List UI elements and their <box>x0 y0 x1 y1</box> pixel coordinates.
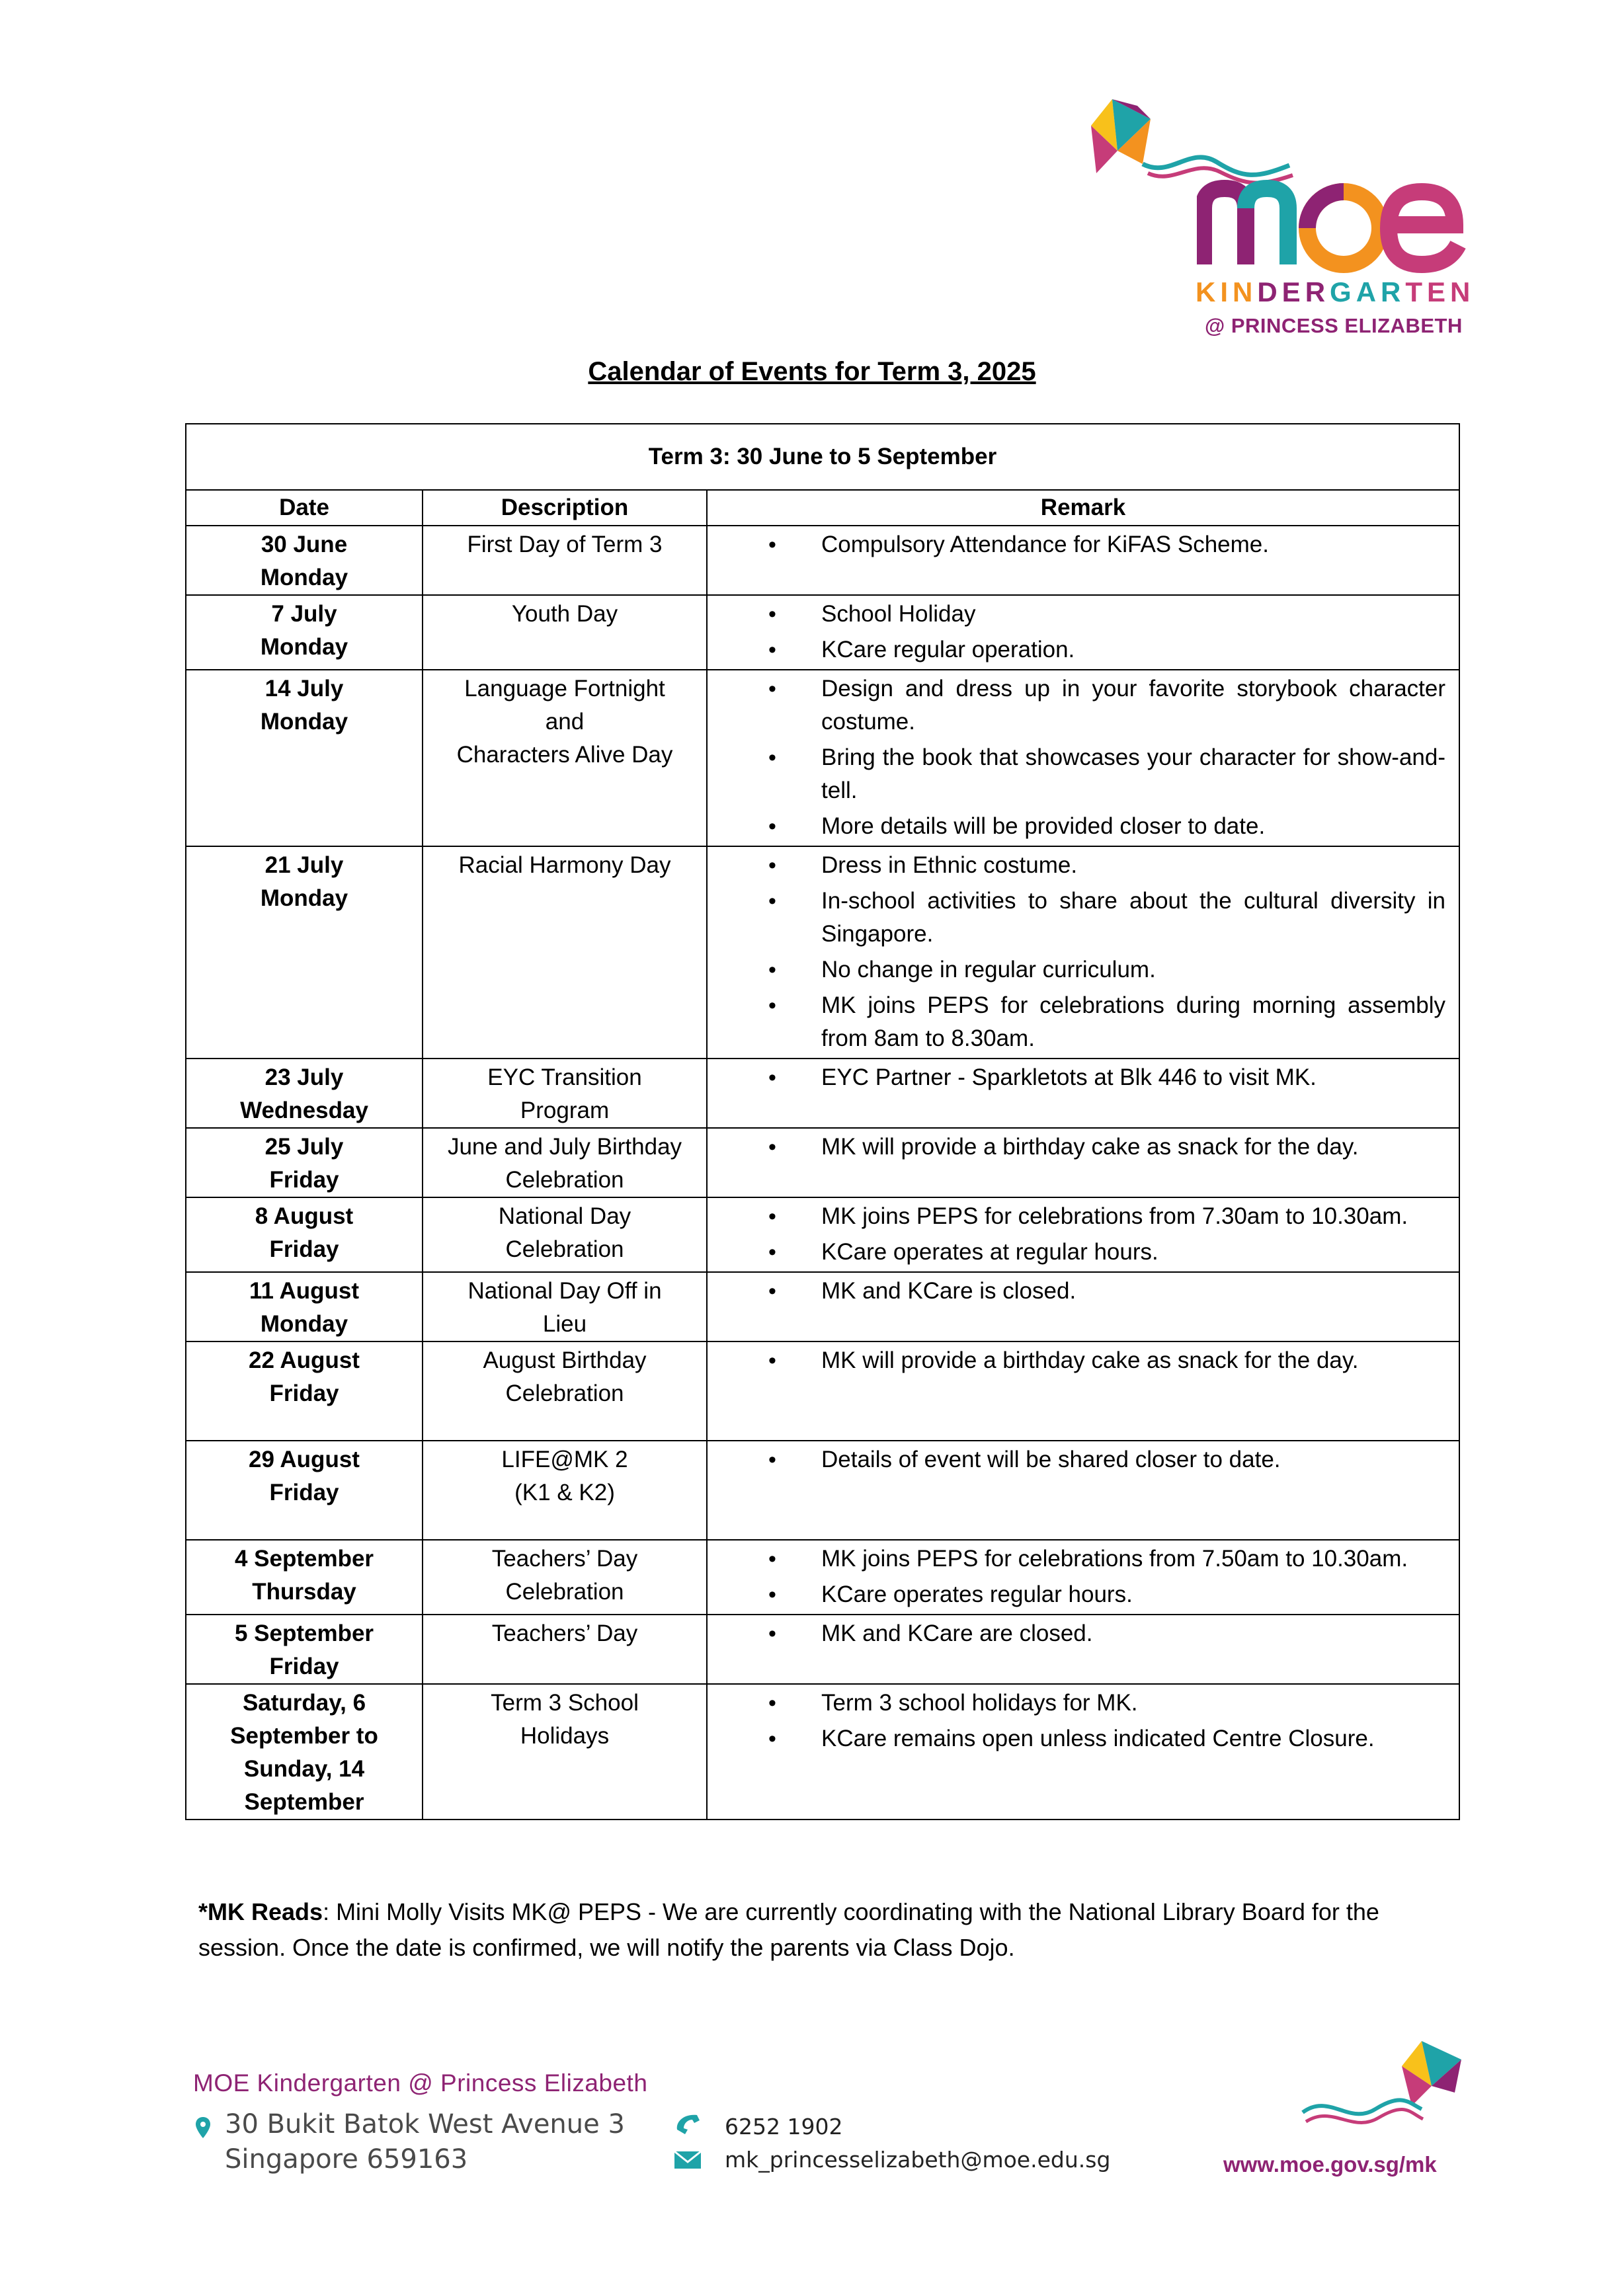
date-line: Wednesday <box>240 1098 368 1123</box>
remark-item: • No change in regular curriculum. <box>708 953 1445 986</box>
description-line: LIFE@MK 2 <box>501 1447 628 1472</box>
table-row <box>186 1615 1459 1684</box>
description-cell <box>423 595 707 670</box>
remark-list <box>708 672 1445 843</box>
description-line: National Day <box>498 1203 631 1229</box>
date-line: 5 September <box>234 1621 374 1646</box>
remark-item: • Term 3 school holidays for MK. <box>708 1687 1445 1720</box>
description-line: Language Fortnight <box>464 676 665 701</box>
remark-list <box>708 598 1445 666</box>
remark-list <box>708 1542 1445 1611</box>
remark-cell <box>707 1684 1459 1820</box>
footer-address-line1: 30 Bukit Batok West Avenue 3 <box>225 2109 625 2140</box>
description-line: Teachers’ Day <box>491 1621 638 1646</box>
date-line: Thursday <box>252 1579 356 1605</box>
date-line: 8 August <box>255 1203 354 1229</box>
moe-wordmark-icon <box>1197 172 1468 284</box>
mail-icon <box>674 2150 701 2170</box>
description-cell <box>423 1341 707 1441</box>
remark-cell <box>707 670 1459 846</box>
remark-cell <box>707 1615 1459 1684</box>
table-row <box>186 846 1459 1059</box>
date-line: Monday <box>260 709 348 735</box>
location-pin-icon <box>196 2117 210 2138</box>
column-header-row <box>186 490 1459 526</box>
date-line: September <box>244 1789 364 1815</box>
remark-list <box>708 1200 1445 1269</box>
remark-item: • Compulsory Attendance for KiFAS Scheme. <box>708 528 1445 561</box>
date-line: Friday <box>269 1654 339 1679</box>
footer-kite-icon <box>1296 2040 1468 2139</box>
note-label: *MK Reads <box>198 1898 323 1925</box>
date-line: Monday <box>260 634 348 660</box>
date-line: Friday <box>269 1381 339 1406</box>
date-line: September to <box>230 1723 378 1749</box>
remark-cell <box>707 1128 1459 1197</box>
table-row <box>186 670 1459 846</box>
description-cell <box>423 1272 707 1341</box>
remark-list <box>708 1275 1445 1308</box>
remark-cell <box>707 846 1459 1059</box>
remark-list <box>708 1617 1445 1650</box>
remark-list <box>708 1131 1445 1164</box>
date-line: 25 July <box>264 1134 344 1160</box>
description-line: Lieu <box>542 1311 587 1337</box>
table-row <box>186 1197 1459 1272</box>
note-text: : Mini Molly Visits MK@ PEPS - We are currently coordinating with the National Library Board for the session. Once the date is confirmed, we will notify the parents via Class Dojo. <box>198 1898 1379 1961</box>
moe-kindergarten-logo <box>1091 99 1475 344</box>
table-row <box>186 1341 1459 1441</box>
remark-item: • MK and KCare is closed. <box>708 1275 1445 1308</box>
logo-subtitle: @ PRINCESS ELIZABETH <box>1205 314 1463 337</box>
description-line: Characters Alive Day <box>456 742 673 768</box>
date-line: Monday <box>260 1311 348 1337</box>
date-cell <box>186 1441 423 1540</box>
date-line: 4 September <box>234 1546 374 1572</box>
remark-cell <box>707 1272 1459 1341</box>
description-cell <box>423 1059 707 1128</box>
date-line: 29 August <box>249 1447 360 1472</box>
description-line: Holidays <box>520 1723 610 1749</box>
remark-list <box>708 1061 1445 1094</box>
remark-item: • Design and dress up in your favorite storybook character costume. <box>708 672 1445 739</box>
remark-item: • School Holiday <box>708 598 1445 631</box>
description-line: Celebration <box>505 1167 624 1193</box>
description-cell <box>423 1441 707 1540</box>
description-line: First Day of Term 3 <box>467 532 663 557</box>
description-line: Teachers’ Day <box>491 1546 638 1572</box>
date-cell <box>186 1128 423 1197</box>
remark-item: • Bring the book that showcases your character for show-and-tell. <box>708 741 1445 807</box>
description-cell <box>423 1684 707 1820</box>
table-row <box>186 1272 1459 1341</box>
remark-list <box>708 1687 1445 1755</box>
remark-list <box>708 849 1445 1055</box>
date-line: Friday <box>269 1236 339 1262</box>
footer-school-name: MOE Kindergarten @ Princess Elizabeth <box>193 2069 648 2097</box>
date-cell <box>186 1197 423 1272</box>
remark-cell <box>707 1197 1459 1272</box>
remark-item: • KCare regular operation. <box>708 633 1445 666</box>
term-header: Term 3: 30 June to 5 September <box>186 424 1459 490</box>
remark-item: • MK joins PEPS for celebrations during morning assembly from 8am to 8.30am. <box>708 989 1445 1055</box>
description-line: June and July Birthday <box>447 1134 682 1160</box>
date-cell <box>186 1540 423 1615</box>
date-line: Monday <box>260 565 348 590</box>
date-cell <box>186 595 423 670</box>
description-line: August Birthday <box>483 1347 647 1373</box>
remark-item: • Details of event will be shared closer to date. <box>708 1443 1445 1476</box>
term-header-row <box>186 424 1459 490</box>
date-cell <box>186 1341 423 1441</box>
description-line: Celebration <box>505 1236 624 1262</box>
description-line: Term 3 School <box>491 1690 639 1716</box>
remark-list <box>708 528 1445 561</box>
table-row <box>186 1441 1459 1540</box>
date-line: 11 August <box>249 1278 359 1304</box>
table-row <box>186 1059 1459 1128</box>
remark-item: • MK will provide a birthday cake as snack for the day. <box>708 1131 1445 1164</box>
remark-item: • In-school activities to share about the cultural diversity in Singapore. <box>708 885 1445 951</box>
date-line: 14 July <box>264 676 344 701</box>
remark-item: • MK and KCare are closed. <box>708 1617 1445 1650</box>
remark-item: • MK joins PEPS for celebrations from 7.50am to 10.30am. <box>708 1542 1445 1576</box>
description-cell <box>423 670 707 846</box>
remark-item: • KCare remains open unless indicated Centre Closure. <box>708 1722 1445 1755</box>
description-line: EYC Transition <box>487 1064 642 1090</box>
remark-cell <box>707 1059 1459 1128</box>
column-header-description: Description <box>423 490 707 526</box>
date-line: Sunday, 14 <box>243 1756 365 1782</box>
description-cell <box>423 1128 707 1197</box>
remark-item: • KCare operates regular hours. <box>708 1578 1445 1611</box>
mk-reads-note <box>198 1894 1441 1966</box>
table-row <box>186 1540 1459 1615</box>
events-body <box>186 526 1459 1820</box>
date-cell <box>186 1059 423 1128</box>
phone-icon <box>674 2112 704 2135</box>
remark-item: • MK will provide a birthday cake as snack for the day. <box>708 1344 1445 1377</box>
footer-website-link[interactable]: www.moe.gov.sg/mk <box>1223 2152 1437 2177</box>
date-cell <box>186 1272 423 1341</box>
date-line: Friday <box>269 1480 339 1505</box>
date-line: Monday <box>260 885 348 911</box>
remark-item: • EYC Partner - Sparkletots at Blk 446 to visit MK. <box>708 1061 1445 1094</box>
date-cell <box>186 526 423 595</box>
remark-cell <box>707 526 1459 595</box>
description-line: (K1 & K2) <box>514 1480 615 1505</box>
footer-phone: 6252 1902 <box>725 2114 843 2140</box>
description-line: Youth Day <box>511 601 618 627</box>
remark-cell <box>707 595 1459 670</box>
table-row <box>186 1128 1459 1197</box>
date-line: 7 July <box>271 601 337 627</box>
date-cell <box>186 1684 423 1820</box>
page-title: Calendar of Events for Term 3, 2025 <box>588 357 1036 386</box>
date-cell <box>186 846 423 1059</box>
footer-address-line2: Singapore 659163 <box>225 2144 468 2175</box>
remark-item: • Dress in Ethnic costume. <box>708 849 1445 882</box>
column-header-remark: Remark <box>707 490 1459 526</box>
footer-email[interactable]: mk_princesselizabeth@moe.edu.sg <box>725 2147 1111 2173</box>
column-header-date: Date <box>186 490 423 526</box>
table-row <box>186 595 1459 670</box>
table-row <box>186 1684 1459 1820</box>
remark-list <box>708 1344 1445 1377</box>
remark-item: • KCare operates at regular hours. <box>708 1236 1445 1269</box>
description-cell <box>423 1197 707 1272</box>
date-line: 22 August <box>249 1347 360 1373</box>
date-line: Saturday, 6 <box>242 1690 366 1716</box>
description-cell <box>423 526 707 595</box>
description-line: Celebration <box>505 1381 624 1406</box>
date-line: 30 June <box>261 532 348 557</box>
date-line: 23 July <box>264 1064 344 1090</box>
description-line: and <box>545 709 585 735</box>
description-line: Racial Harmony Day <box>458 852 671 878</box>
remark-item: • More details will be provided closer to date. <box>708 810 1445 843</box>
description-line: Celebration <box>505 1579 624 1605</box>
events-table <box>185 423 1460 1820</box>
remark-cell <box>707 1441 1459 1540</box>
date-line: 21 July <box>264 852 344 878</box>
description-line: National Day Off in <box>467 1278 662 1304</box>
description-line: Program <box>520 1098 610 1123</box>
date-cell <box>186 1615 423 1684</box>
remark-item: • MK joins PEPS for celebrations from 7.30am to 10.30am. <box>708 1200 1445 1233</box>
logo-kindergarten-text: KINDERGARTEN <box>1196 276 1475 307</box>
description-cell <box>423 1540 707 1615</box>
date-line: Friday <box>269 1167 339 1193</box>
date-cell <box>186 670 423 846</box>
description-cell <box>423 846 707 1059</box>
remark-list <box>708 1443 1445 1476</box>
remark-cell <box>707 1341 1459 1441</box>
description-cell <box>423 1615 707 1684</box>
remark-cell <box>707 1540 1459 1615</box>
table-row <box>186 526 1459 595</box>
